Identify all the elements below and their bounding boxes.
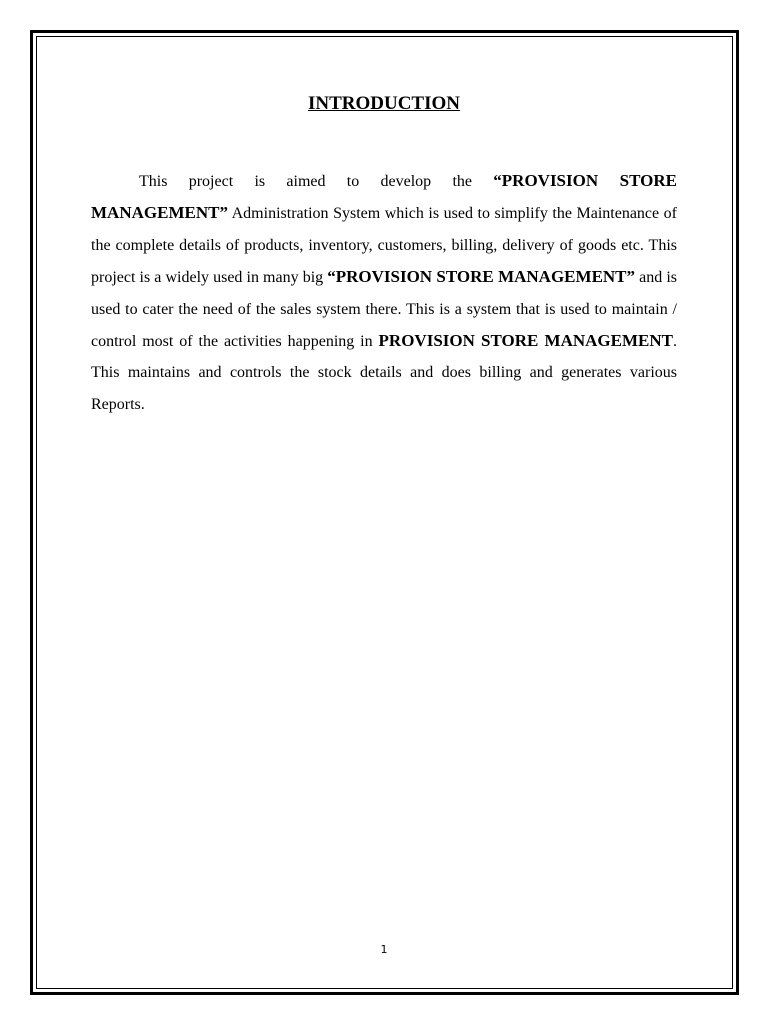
page-title: INTRODUCTION (307, 93, 461, 114)
paragraph-text-4: . This maintains and controls the stock details and does billing and generates various Reports. (91, 333, 677, 413)
intro-paragraph (91, 165, 677, 420)
paragraph-bold-1: “PROVISION STORE MANAGEMENT” (91, 171, 677, 223)
paragraph-text-3: and is used to cater the need of the sales system there. This is a system that is used to maintain / control most of the activities happening in (91, 269, 677, 351)
page-number: 1 (380, 943, 388, 956)
paragraph-text-2: Administration System which is used to simplify the Maintenance of the complete details of products, inventory, customers, billing, delivery of goods etc. This project is a widely used in many big (91, 205, 677, 287)
paragraph-text-1: This project is aimed to develop the (139, 173, 494, 190)
paragraph-bold-2: “PROVISION STORE MANAGEMENT” (327, 267, 636, 287)
paragraph-bold-3: PROVISION STORE MANAGEMENT (378, 331, 673, 351)
